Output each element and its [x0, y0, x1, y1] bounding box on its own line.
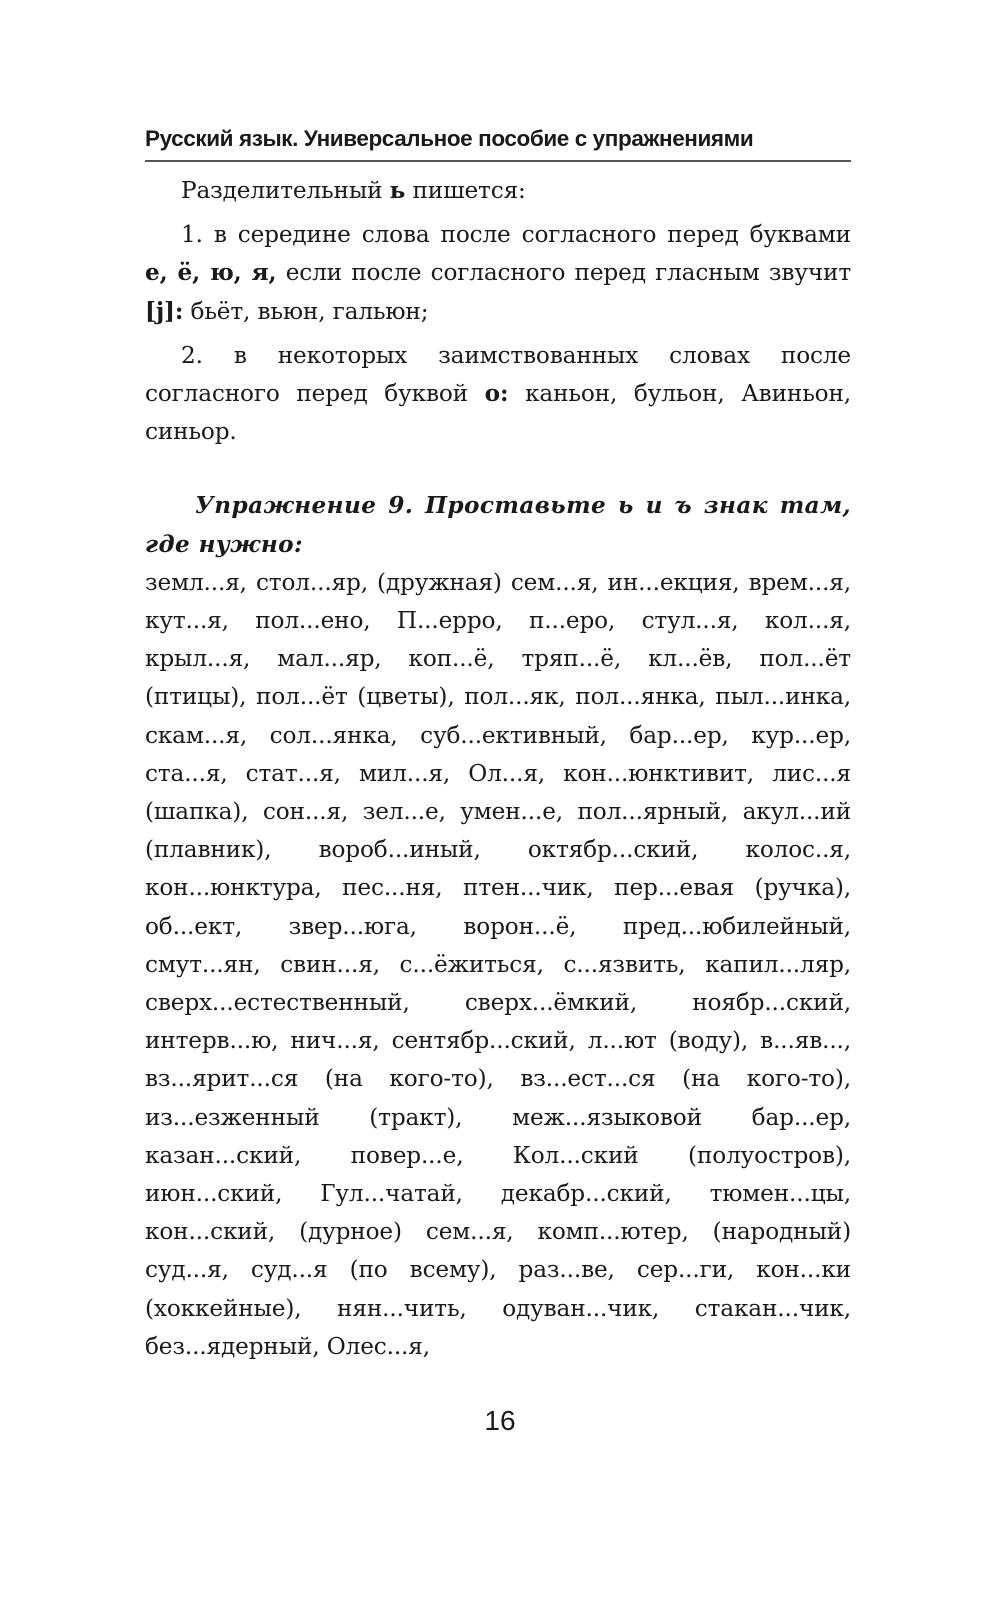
rule-item-1-text: 1. в середине слова после согласного перед буквами	[181, 221, 851, 249]
exercise-heading: Упражнение 9. Проставьте ь и ъ знак там, где нужно:	[145, 492, 851, 558]
rule-intro-tail: пишется:	[405, 177, 526, 204]
page-number: 16	[484, 1405, 516, 1436]
page-body	[145, 172, 851, 1366]
rule-intro-letter: ь	[389, 177, 406, 204]
rule-item-2	[145, 337, 851, 452]
running-header-title: Русский язык. Универсальное пособие с упражнениями	[145, 126, 754, 151]
rule-intro-text: Разделительный	[181, 177, 390, 204]
rule-intro	[145, 172, 851, 210]
rule-item-1-sound: [j]:	[145, 297, 184, 325]
rule-item-2-examples: каньон, бульон, Авиньон, синьор.	[145, 380, 851, 446]
rule-item-1-condition: если после согласного перед гласным звучит	[276, 259, 851, 287]
rule-item-1	[145, 216, 851, 331]
rule-item-2-letter: о:	[484, 380, 509, 408]
header-divider	[145, 160, 851, 162]
rule-item-1-examples: бьёт, вьюн, гальюн;	[183, 297, 429, 325]
rule-item-1-letters: е, ё, ю, я,	[145, 259, 277, 287]
rule-item-2-text: 2. в некоторых заимствованных словах после согласного перед буквой	[145, 341, 851, 408]
exercise-word-list: земл...я, стол...яр, (дружная) сем...я, ин...екция, врем...я, кут...я, пол...ено, П...ерро, п...еро, стул...я, кол...я, крыл...я, мал...яр, коп...ё, тряп...ё, кл...ёв, пол...ёт (птицы), пол...ёт (цветы), пол...як, пол...янка, пыл...инка, скам...я, сол...янка, суб...ективный, бар...ер, кур...ер, ста...я, стат...я, мил...я, Ол...я, кон...юнктивит, лис...я (шапка), сон...я, зел...е, умен...е, пол...ярный, акул...ий (плавник), вороб...иный, октябр...ский, колос..я, кон...юнктура, пес...ня, птен...чик, пер...евая (ручка), об...ект, звер...юга, ворон...ё, пред...юбилейный, смут...ян, свин...я, с...ёжиться, с...язвить, капил...ляр, сверх...естественный, сверх...ёмкий, ноябр...ский, интерв...ю, нич...я, сентябр...ский, л...ют (воду), в...яв..., вз...ярит...ся (на кого-то), вз...ест...ся (на кого-то), из...езженный (тракт), меж...языковой бар...ер, казан...ский, повер...е, Кол...ский (полуостров), июн...ский, Гул...чатай, декабр...ский, тюмен...цы, кон...ский, (дурное) сем...я, комп...ютер, (народный) суд...я, суд...я (по всему), раз...ве, сер...ги, кон...ки (хоккейные), нян...чить, одуван...чик, стакан...чик, без...ядерный, Олес...я,	[145, 568, 851, 1360]
